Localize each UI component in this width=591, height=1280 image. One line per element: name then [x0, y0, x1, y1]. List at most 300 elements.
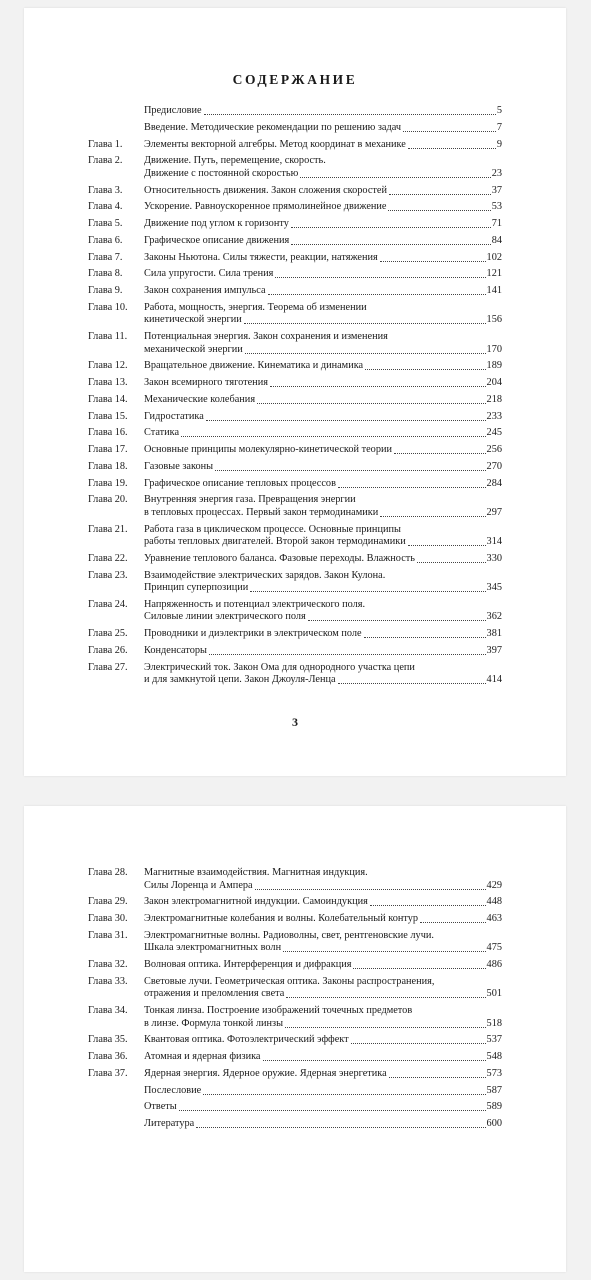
toc-entry[interactable] [88, 645, 502, 658]
entry-body [144, 235, 502, 248]
chapter-label: Глава 1. [88, 138, 123, 150]
chapter-label: Глава 18. [88, 460, 128, 472]
entry-body [144, 201, 502, 214]
entry-body [144, 360, 502, 373]
entry-last-line [144, 628, 502, 641]
chapter-label: Глава 33. [88, 975, 128, 987]
entry-body [144, 331, 502, 356]
page-ref: 548 [486, 1051, 502, 1062]
page-ref: 7 [496, 121, 502, 133]
page-ref: 121 [486, 268, 502, 280]
dot-leader [263, 1059, 486, 1061]
toc-entry[interactable] [88, 377, 502, 390]
entry-title-line: Ускорение. Равноускоренное прямолинейное движение [144, 201, 387, 213]
entry-title-line: Проводники и диэлектрики в электрическом поле [144, 628, 362, 639]
entry-last-line [144, 411, 502, 424]
entry-last-line [144, 377, 502, 390]
entry-title-line: Движение с постоянной скоростью [144, 167, 299, 179]
entry-title-line: Электрический ток. Закон Ома для однородного участка цепи [144, 661, 415, 673]
chapter-label: Глава 22. [88, 552, 128, 564]
dot-leader [250, 590, 485, 592]
entry-title-line: Взаимодействие электрических зарядов. Закон Кулона. [144, 569, 386, 581]
entry-last-line [144, 553, 502, 566]
page-ref: 475 [486, 942, 502, 954]
entry-title-line: Внутренняя энергия газа. Превращения энергии [144, 494, 356, 506]
page-ref: 256 [486, 444, 502, 455]
chapter-label: Глава 16. [88, 427, 128, 439]
entry-last-line [144, 344, 502, 357]
entry-last-line [144, 185, 502, 198]
chapter-label: Глава 9. [88, 285, 123, 296]
entry-last-line [144, 427, 502, 440]
entry-body [144, 218, 502, 231]
page-number: 3 [292, 715, 298, 729]
toc-entry[interactable] [88, 1085, 502, 1098]
toc-entry[interactable] [88, 331, 502, 356]
entry-last-line [144, 218, 502, 231]
toc-entry[interactable] [88, 302, 502, 327]
entry-title-line: Конденсаторы [144, 644, 207, 656]
toc-entry[interactable] [88, 360, 502, 373]
chapter-label: Глава 30. [88, 913, 128, 924]
dot-leader [365, 368, 485, 370]
dot-leader [353, 967, 485, 969]
entry-title-line: отражения и преломления света [144, 988, 285, 1000]
entry-body [144, 913, 502, 926]
toc-entry[interactable] [88, 139, 502, 152]
entry-title-line: Газовые законы [144, 460, 214, 472]
entry-body [144, 524, 502, 549]
entry-title-line: и для замкнутой цепи. Закон Джоуля-Ленца [144, 674, 336, 685]
toc-entry[interactable] [88, 235, 502, 248]
chapter-label: Глава 13. [88, 377, 128, 388]
toc-entry[interactable] [88, 285, 502, 298]
entry-title-line: Электромагнитные колебания и волны. Колебательный контур [144, 913, 419, 924]
entry-body [144, 976, 502, 1001]
page-ref: 233 [486, 410, 502, 422]
entry-title-line: Электромагнитные волны. Радиоволны, свет, рентгеновские лучи. [144, 929, 434, 941]
entry-body [144, 1068, 502, 1081]
entry-body [144, 185, 502, 198]
entry-body [144, 645, 502, 658]
entry-title-line: Работа, мощность, энергия. Теорема об изменении [144, 301, 367, 313]
toc-entry[interactable] [88, 959, 502, 972]
entry-body [144, 553, 502, 566]
dot-leader [417, 561, 486, 563]
page-ref: 345 [486, 582, 502, 593]
page-ref: 463 [486, 913, 502, 924]
entry-body [144, 394, 502, 407]
page-ref: 84 [491, 234, 502, 246]
chapter-label: Глава 7. [88, 251, 123, 263]
page-ref: 189 [486, 360, 502, 372]
dot-leader [403, 130, 496, 132]
toc-entry[interactable] [88, 155, 502, 180]
dot-leader [209, 653, 486, 655]
entry-title-line: Закон всемирного тяготения [144, 377, 268, 388]
toc-entry[interactable] [88, 1005, 502, 1030]
chapter-label: Глава 23. [88, 569, 128, 581]
dot-leader [408, 544, 486, 546]
dot-leader [203, 1093, 485, 1095]
entry-last-line [144, 1085, 502, 1098]
chapter-label: Глава 4. [88, 201, 123, 213]
toc-entry[interactable] [88, 444, 502, 457]
page-ref: 156 [486, 314, 502, 326]
entry-title-line: Графическое описание движения [144, 234, 290, 246]
entry-body [144, 570, 502, 595]
entry-title-line: Сила упругости. Сила трения [144, 268, 274, 280]
page-ref: 314 [486, 536, 502, 547]
entry-title-line: Основные принципы молекулярно-кинетической теории [144, 444, 392, 455]
page-ref: 218 [486, 393, 502, 405]
chapter-label: Глава 2. [88, 155, 123, 167]
dot-leader [388, 209, 490, 211]
entry-title-line: Магнитные взаимодействия. Магнитная индукция. [144, 867, 368, 878]
page-ref: 397 [486, 644, 502, 656]
page-ref: 501 [486, 988, 502, 1000]
entry-title-line: Атомная и ядерная физика [144, 1051, 261, 1062]
dot-leader [394, 452, 486, 454]
page-ref: 141 [486, 285, 502, 296]
toc-entry[interactable] [88, 599, 502, 624]
entry-title-line: Предисловие [144, 105, 202, 116]
entry-title-line: Работа газа в циклическом процессе. Основные принципы [144, 523, 401, 535]
entry-title-line: Движение под углом к горизонту [144, 218, 289, 229]
entry-body [144, 444, 502, 457]
entry-last-line [144, 507, 502, 520]
entry-last-line [144, 896, 502, 909]
toc-list [88, 105, 502, 691]
chapter-label: Глава 19. [88, 477, 128, 489]
toc-entry[interactable] [88, 1034, 502, 1047]
toc-entry[interactable] [88, 394, 502, 407]
toc-entry[interactable] [88, 185, 502, 198]
dot-leader [257, 402, 485, 404]
entry-title-line: Волновая оптика. Интерференция и дифракция [144, 959, 352, 970]
entry-last-line [144, 314, 502, 327]
chapter-label: Глава 27. [88, 661, 128, 673]
entry-body [144, 155, 502, 180]
page-ref: 429 [486, 879, 502, 891]
entry-last-line [144, 168, 502, 181]
dot-leader [283, 950, 485, 952]
toc-entry[interactable] [88, 218, 502, 231]
chapter-label: Глава 37. [88, 1067, 128, 1079]
dot-leader [300, 176, 490, 178]
chapter-label: Глава 15. [88, 410, 128, 422]
chapter-label: Глава 6. [88, 234, 123, 246]
entry-body [144, 662, 502, 687]
chapter-label: Глава 14. [88, 393, 128, 405]
dot-leader [204, 113, 496, 115]
chapter-label: Глава 32. [88, 959, 128, 970]
entry-last-line [144, 461, 502, 474]
dot-leader [245, 352, 486, 354]
page-ref: 589 [486, 1101, 502, 1113]
entry-body [144, 302, 502, 327]
chapter-label: Глава 8. [88, 268, 123, 280]
chapter-label: Глава 12. [88, 360, 128, 372]
chapter-label: Глава 26. [88, 644, 128, 656]
dot-leader [291, 226, 491, 228]
toc-entry[interactable] [88, 411, 502, 424]
entry-title-line: Элементы векторной алгебры. Метод координат в механике [144, 138, 406, 150]
chapter-label: Глава 28. [88, 867, 128, 878]
chapter-label: Глава 20. [88, 494, 128, 506]
entry-title-line: в линзе. Формула тонкой линзы [144, 1017, 284, 1029]
entry-title-line: Потенциальная энергия. Закон сохранения и изменения [144, 331, 388, 342]
toc-entry[interactable] [88, 105, 502, 118]
page-ref: 486 [486, 959, 502, 970]
entry-title-line: Закон электромагнитной индукции. Самоиндукция [144, 896, 368, 908]
chapter-label: Глава 36. [88, 1051, 128, 1062]
chapter-label: Глава 11. [88, 331, 128, 342]
chapter-label: Глава 25. [88, 628, 128, 639]
dot-leader [206, 419, 486, 421]
toc-entry[interactable] [88, 427, 502, 440]
toc-entry[interactable] [88, 570, 502, 595]
entry-title-line: Законы Ньютона. Силы тяжести, реакции, натяжения [144, 251, 378, 263]
dot-leader [389, 193, 491, 195]
chapter-label: Глава 10. [88, 301, 128, 313]
dot-leader [338, 486, 486, 488]
page-ref: 297 [486, 506, 502, 518]
entry-body [144, 122, 502, 135]
toc-entry[interactable] [88, 524, 502, 549]
page-ref: 53 [491, 201, 502, 213]
toc-entry[interactable] [88, 1051, 502, 1064]
entry-last-line [144, 1018, 502, 1031]
dot-leader [179, 1109, 486, 1111]
toc-entry[interactable] [88, 976, 502, 1001]
entry-last-line [144, 1034, 502, 1047]
entry-last-line [144, 285, 502, 298]
page-ref: 600 [486, 1118, 502, 1129]
toc-entry[interactable] [88, 913, 502, 926]
entry-body [144, 1034, 502, 1047]
chapter-label: Глава 29. [88, 896, 128, 908]
dot-leader [389, 1076, 486, 1078]
dot-leader [270, 385, 486, 387]
page-ref: 362 [486, 611, 502, 623]
entry-last-line [144, 235, 502, 248]
dot-leader [380, 515, 485, 517]
entry-title-line: Уравнение теплового баланса. Фазовые переходы. Влажность [144, 552, 415, 564]
entry-body [144, 867, 502, 892]
entry-title-line: Графическое описание тепловых процессов [144, 477, 336, 489]
dot-leader [215, 469, 486, 471]
toc-entry[interactable] [88, 867, 502, 892]
entry-last-line [144, 880, 502, 893]
toc-entry[interactable] [88, 268, 502, 281]
entry-body [144, 1051, 502, 1064]
entry-body [144, 478, 502, 491]
entry-title-line: Напряженность и потенциал электрического поля. [144, 598, 366, 610]
entry-title-line: Статика [144, 427, 180, 439]
toc-entry[interactable] [88, 494, 502, 519]
document-page-2 [24, 806, 566, 1272]
dot-leader [370, 904, 486, 906]
chapter-label: Глава 35. [88, 1034, 128, 1046]
entry-title-line: Тонкая линза. Построение изображений точечных предметов [144, 1005, 413, 1016]
entry-last-line [144, 674, 502, 687]
entry-body [144, 959, 502, 972]
dot-leader [268, 293, 486, 295]
entry-body [144, 252, 502, 265]
entry-last-line [144, 360, 502, 373]
toc-entry[interactable] [88, 1068, 502, 1081]
entry-title-line: Квантовая оптика. Фотоэлектрический эффект [144, 1034, 349, 1046]
chapter-label: Глава 24. [88, 598, 128, 610]
page-ref: 102 [486, 251, 502, 263]
page-ref: 448 [486, 896, 502, 908]
toc-entry[interactable] [88, 252, 502, 265]
dot-leader [380, 260, 486, 262]
entry-body [144, 896, 502, 909]
page-ref: 71 [491, 218, 502, 229]
entry-title-line: Механические колебания [144, 393, 256, 405]
toc-title: СОДЕРЖАНИЕ [232, 72, 358, 87]
entry-last-line [144, 1118, 502, 1131]
entry-body [144, 1118, 502, 1131]
dot-leader [244, 322, 486, 324]
page-ref: 381 [486, 628, 502, 639]
entry-last-line [144, 139, 502, 152]
toc-list [88, 867, 502, 1135]
toc-entry[interactable] [88, 1118, 502, 1131]
entry-body [144, 1101, 502, 1114]
entry-last-line [144, 252, 502, 265]
entry-last-line [144, 1101, 502, 1114]
toc-entry[interactable] [88, 628, 502, 641]
chapter-label: Глава 17. [88, 444, 128, 455]
entry-title-line: в тепловых процессах. Первый закон термодинамики [144, 506, 379, 518]
dot-leader [196, 1126, 485, 1128]
entry-title-line: кинетической энергии [144, 314, 242, 326]
entry-last-line [144, 478, 502, 491]
entry-body [144, 139, 502, 152]
entry-title-line: Шкала электромагнитных волн [144, 942, 282, 954]
toc-entry[interactable] [88, 478, 502, 491]
dot-leader [285, 1026, 486, 1028]
dot-leader [275, 276, 485, 278]
page-ref: 284 [486, 477, 502, 489]
entry-title-line: Вращательное движение. Кинематика и динамика [144, 360, 364, 372]
page-ref: 170 [486, 343, 502, 355]
toc-entry[interactable] [88, 896, 502, 909]
entry-title-line: механической энергии [144, 343, 243, 355]
dot-leader [351, 1042, 486, 1044]
page-ref: 9 [496, 138, 502, 150]
entry-body [144, 599, 502, 624]
entry-last-line [144, 1068, 502, 1081]
chapter-label: Глава 31. [88, 929, 128, 941]
toc-entry[interactable] [88, 201, 502, 214]
entry-last-line [144, 122, 502, 135]
entry-body [144, 1005, 502, 1030]
entry-body [144, 411, 502, 424]
entry-body [144, 930, 502, 955]
dot-leader [364, 636, 486, 638]
entry-last-line [144, 444, 502, 457]
entry-last-line [144, 1051, 502, 1064]
entry-last-line [144, 988, 502, 1001]
entry-title-line: Силовые линии электрического поля [144, 611, 306, 623]
entry-title-line: Движение. Путь, перемещение, скорость. [144, 155, 326, 167]
page-ref: 23 [491, 167, 502, 179]
page-ref: 270 [486, 460, 502, 472]
entry-body [144, 494, 502, 519]
dot-leader [286, 996, 485, 998]
entry-last-line [144, 611, 502, 624]
entry-last-line [144, 536, 502, 549]
page-ref: 37 [491, 184, 502, 196]
entry-title-line: Закон сохранения импульса [144, 285, 266, 296]
entry-body [144, 268, 502, 281]
dot-leader [291, 243, 491, 245]
entry-body [144, 628, 502, 641]
entry-body [144, 285, 502, 298]
dot-leader [181, 435, 485, 437]
entry-title-line: Принцип суперпозиции [144, 582, 249, 593]
chapter-label: Глава 5. [88, 218, 123, 229]
entry-title-line: Ответы [144, 1101, 177, 1113]
entry-last-line [144, 959, 502, 972]
toc-entry[interactable] [88, 122, 502, 135]
entry-title-line: работы тепловых двигателей. Второй закон термодинамики [144, 536, 406, 547]
entry-last-line [144, 645, 502, 658]
dot-leader [420, 921, 485, 923]
page-ref: 518 [486, 1017, 502, 1029]
entry-body [144, 427, 502, 440]
entry-last-line [144, 201, 502, 214]
toc-entry[interactable] [88, 553, 502, 566]
chapter-label: Глава 21. [88, 523, 128, 535]
page-ref: 414 [486, 674, 502, 685]
document-page-1 [24, 8, 566, 776]
toc-entry[interactable] [88, 930, 502, 955]
entry-body [144, 377, 502, 390]
dot-leader [408, 147, 496, 149]
page-ref: 204 [486, 377, 502, 388]
entry-title-line: Относительность движения. Закон сложения скоростей [144, 184, 387, 196]
page-ref: 245 [486, 427, 502, 439]
toc-entry[interactable] [88, 461, 502, 474]
entry-title-line: Введение. Методические рекомендации по решению задач [144, 121, 402, 133]
entry-title-line: Силы Лоренца и Ампера [144, 879, 253, 891]
toc-entry[interactable] [88, 662, 502, 687]
page-ref: 330 [486, 552, 502, 564]
entry-title-line: Послесловие [144, 1084, 202, 1096]
entry-body [144, 1085, 502, 1098]
dot-leader [308, 619, 486, 621]
page-ref: 537 [486, 1034, 502, 1046]
entry-last-line [144, 268, 502, 281]
page-ref: 5 [496, 105, 502, 116]
entry-last-line [144, 582, 502, 595]
chapter-label: Глава 3. [88, 184, 123, 196]
entry-body [144, 461, 502, 474]
page-ref: 573 [486, 1067, 502, 1079]
entry-last-line [144, 913, 502, 926]
dot-leader [255, 888, 486, 890]
entry-last-line [144, 394, 502, 407]
entry-title-line: Гидростатика [144, 410, 204, 422]
dot-leader [338, 682, 486, 684]
entry-title-line: Ядерная энергия. Ядерное оружие. Ядерная энергетика [144, 1067, 387, 1079]
toc-entry[interactable] [88, 1101, 502, 1114]
